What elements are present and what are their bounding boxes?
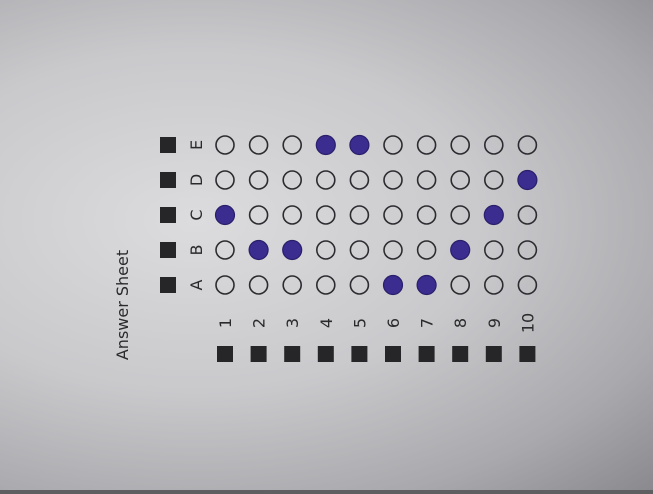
question-fiducial-mark <box>452 346 468 362</box>
question-number: 5 <box>350 317 370 329</box>
bubble-empty[interactable] <box>451 206 469 224</box>
fiducial-mark-a <box>160 277 176 293</box>
question-fiducial-mark <box>419 346 435 362</box>
bubble-filled[interactable] <box>484 206 503 225</box>
bubble-filled[interactable] <box>518 171 537 190</box>
choice-label-e: E <box>187 139 206 151</box>
bubble-filled[interactable] <box>350 136 369 155</box>
bubble-empty[interactable] <box>350 206 368 224</box>
question-number: 6 <box>384 317 403 329</box>
bubble-empty[interactable] <box>451 276 469 294</box>
bubble-empty[interactable] <box>317 276 335 294</box>
bubble-empty[interactable] <box>418 206 436 224</box>
question-fiducial-mark <box>519 346 535 362</box>
choice-label-b: B <box>187 244 206 256</box>
question-grid <box>216 136 538 363</box>
question-fiducial-mark <box>486 346 502 362</box>
bubble-empty[interactable] <box>384 136 402 154</box>
bubble-empty[interactable] <box>384 206 402 224</box>
bubble-empty[interactable] <box>518 136 536 154</box>
fiducial-mark-d <box>160 172 176 188</box>
bubble-filled[interactable] <box>451 241 470 260</box>
bubble-empty[interactable] <box>216 171 234 189</box>
bubble-empty[interactable] <box>283 276 301 294</box>
bubble-empty[interactable] <box>216 276 234 294</box>
bubble-empty[interactable] <box>350 276 368 294</box>
bubble-empty[interactable] <box>350 171 368 189</box>
bubble-empty[interactable] <box>451 171 469 189</box>
bubble-empty[interactable] <box>384 171 402 189</box>
bubble-empty[interactable] <box>384 241 402 259</box>
bubble-filled[interactable] <box>283 241 302 260</box>
bubble-empty[interactable] <box>250 171 268 189</box>
question-number: 3 <box>283 317 303 329</box>
question-number: 9 <box>484 317 504 329</box>
question-fiducial-mark <box>251 346 267 362</box>
question-fiducial-mark <box>385 346 401 362</box>
question-number: 4 <box>316 317 336 329</box>
choice-label-d: D <box>187 173 206 187</box>
question-row <box>283 136 303 362</box>
question-number: 10 <box>518 312 538 334</box>
bubble-empty[interactable] <box>518 276 536 294</box>
bubble-empty[interactable] <box>283 136 301 154</box>
bubble-empty[interactable] <box>418 171 436 189</box>
fiducial-mark-e <box>160 137 176 153</box>
sheet-title: Answer Sheet <box>113 249 132 361</box>
question-row <box>249 136 269 362</box>
bubble-empty[interactable] <box>485 276 503 294</box>
choice-label-row <box>187 140 206 291</box>
bubble-empty[interactable] <box>216 136 234 154</box>
question-row <box>384 136 404 362</box>
bubble-empty[interactable] <box>283 206 301 224</box>
question-row <box>417 136 437 362</box>
fiducial-mark-c <box>160 207 176 223</box>
question-row <box>518 136 538 362</box>
question-fiducial-mark <box>217 346 233 362</box>
question-row <box>316 136 336 363</box>
choice-label-a: A <box>187 279 206 291</box>
bubble-filled[interactable] <box>316 136 335 155</box>
bubble-empty[interactable] <box>485 136 503 154</box>
question-row <box>216 136 236 362</box>
bubble-filled[interactable] <box>417 276 436 295</box>
bubble-empty[interactable] <box>350 241 368 259</box>
choice-label-c: C <box>187 209 206 221</box>
bubble-filled[interactable] <box>384 276 403 295</box>
bubble-empty[interactable] <box>451 136 469 154</box>
question-number: 7 <box>417 317 437 329</box>
bubble-empty[interactable] <box>250 276 268 294</box>
bubble-empty[interactable] <box>250 136 268 154</box>
bubble-empty[interactable] <box>485 171 503 189</box>
bubble-empty[interactable] <box>317 241 335 259</box>
question-fiducial-mark <box>284 346 300 362</box>
bubble-empty[interactable] <box>216 241 234 259</box>
question-row <box>350 136 370 363</box>
bubble-empty[interactable] <box>485 241 503 259</box>
bubble-empty[interactable] <box>418 241 436 259</box>
question-number: 2 <box>249 317 269 329</box>
question-row <box>451 136 471 362</box>
bubble-empty[interactable] <box>283 171 301 189</box>
bubble-empty[interactable] <box>317 206 335 224</box>
bubble-empty[interactable] <box>518 241 536 259</box>
bubble-filled[interactable] <box>216 206 235 225</box>
bubble-filled[interactable] <box>249 241 268 260</box>
bubble-empty[interactable] <box>518 206 536 224</box>
question-fiducial-mark <box>318 346 334 362</box>
fiducial-mark-b <box>160 242 176 258</box>
question-fiducial-mark <box>351 346 367 362</box>
bubble-empty[interactable] <box>317 171 335 189</box>
bubble-empty[interactable] <box>418 136 436 154</box>
top-fiducial-row <box>160 137 176 293</box>
question-number: 8 <box>451 317 471 329</box>
bubble-empty[interactable] <box>250 206 268 224</box>
question-number: 1 <box>216 317 235 329</box>
question-row <box>484 136 504 362</box>
